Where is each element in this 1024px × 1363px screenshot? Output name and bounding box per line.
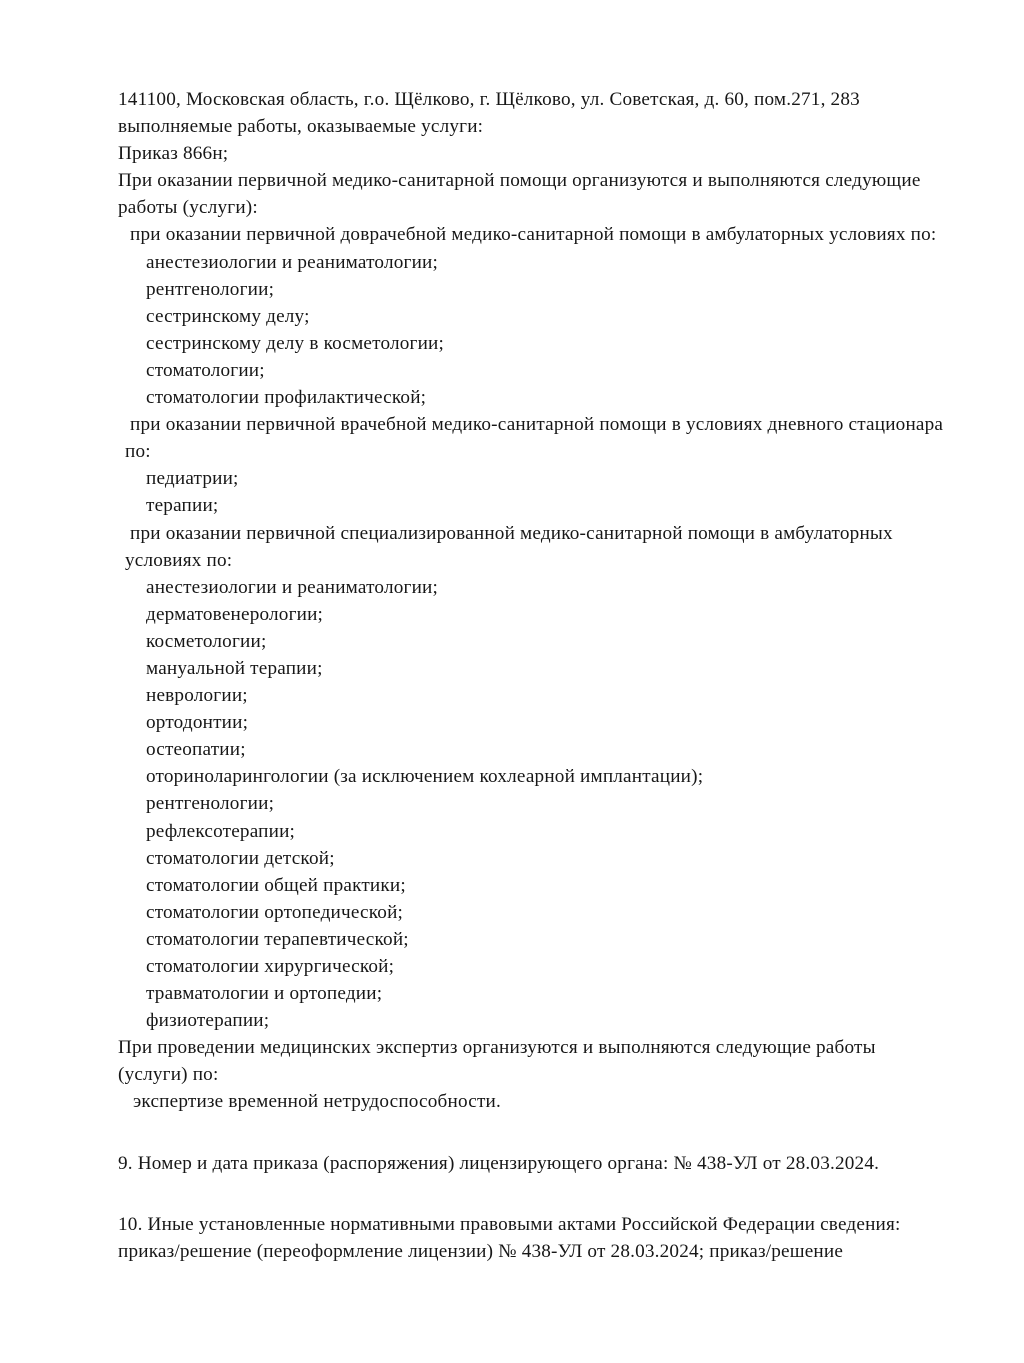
list-item: травматологии и ортопедии; [146, 983, 383, 1005]
list-item: стоматологии хирургической; [146, 956, 395, 977]
address-line: 141100, Московская область, г.о. Щёлково, г. Щёлково, ул. Советская, д. 60, пом.271, 283 [118, 89, 860, 110]
list-item: мануальной терапии; [146, 657, 323, 679]
list-item: ортодонтии; [146, 712, 249, 734]
list-item: физиотерапии; [146, 1010, 270, 1032]
section-heading: выполняемые работы, оказываемые услуги: [118, 116, 484, 138]
daycare-heading: при оказании первичной врачебной медико-санитарной помощи в условиях дневного стационара по: [125, 414, 949, 463]
specialized-care-heading: при оказании первичной специализированной медико-санитарной помощи в амбулаторных условиях по: [125, 522, 898, 571]
list-item: рефлексотерапии; [146, 820, 296, 842]
list-item: стоматологии ортопедической; [146, 901, 404, 923]
list-item: стоматологии; [146, 359, 265, 381]
list-item: остеопатии; [146, 739, 246, 761]
list-item: оториноларингологии (за исключением кохлеарной имплантации); [146, 766, 704, 788]
list-item: анестезиологии и реаниматологии; [146, 251, 439, 273]
order-reference: Приказ 866н; [118, 143, 229, 165]
list-item: сестринскому делу; [146, 305, 310, 327]
list-item: стоматологии профилактической; [146, 387, 427, 409]
list-item: рентгенологии; [146, 793, 275, 815]
clause-10-other-information: 10. Иные установленные нормативными правовыми актами Российской Федерации сведения: приказ/решение (переоформление лицензии) № 438-УЛ от 28.03.2024; приказ/решение [118, 1213, 906, 1262]
list-item: экспертизе временной нетрудоспособности. [128, 1091, 501, 1113]
list-item: сестринскому делу в косметологии; [146, 332, 445, 354]
document-text-body [118, 86, 948, 1265]
list-item: педиатрии; [146, 468, 239, 490]
list-item: стоматологии общей практики; [146, 874, 406, 896]
list-item: терапии; [146, 495, 219, 517]
medical-expertise-intro: При проведении медицинских экспертиз организуются и выполняются следующие работы (услуги) по: [118, 1037, 881, 1086]
list-item: неврологии; [146, 685, 248, 707]
clause-9-order-number-and-date: 9. Номер и дата приказа (распоряжения) лицензирующего органа: № 438-УЛ от 28.03.2024. [118, 1152, 880, 1174]
primary-care-intro: При оказании первичной медико-санитарной помощи организуются и выполняются следующие работы (услуги): [118, 170, 926, 219]
list-item: косметологии; [146, 630, 267, 652]
list-item: стоматологии терапевтической; [146, 928, 409, 950]
prehospital-care-heading: при оказании первичной доврачебной медико-санитарной помощи в амбулаторных условиях по: [125, 224, 937, 246]
list-item: рентгенологии; [146, 278, 275, 300]
list-item: стоматологии детской; [146, 847, 335, 869]
list-item: анестезиологии и реаниматологии; [146, 576, 439, 598]
list-item: дерматовенерологии; [146, 603, 324, 625]
